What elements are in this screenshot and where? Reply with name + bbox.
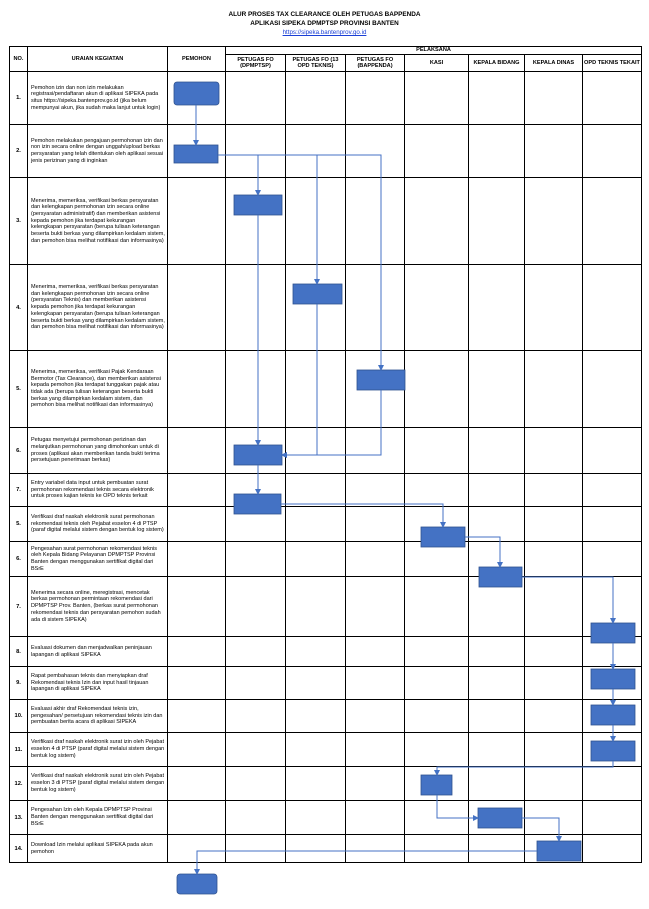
step-description: Evaluasi dokumen dan menjadwalkan peninjauan lapangan di aplikasi SIPEKA [28, 637, 168, 667]
lane-cell [405, 351, 469, 428]
lane-cell [346, 178, 405, 265]
lane-cell [405, 72, 469, 125]
lane-cell [226, 507, 286, 542]
lane-cell [286, 125, 346, 178]
lane-cell [226, 577, 286, 637]
col-header-pemohon: PEMOHON [168, 47, 226, 72]
lane-cell [405, 507, 469, 542]
lane-cell [583, 507, 642, 542]
step-description: Verifikasi draf naskah elektronik surat izin oleh Pejabat esselon 4 di PTSP (paraf digital melalui sistem dengan bentuk log sistem) [28, 733, 168, 767]
table-row [10, 428, 642, 474]
lane-cell [168, 507, 226, 542]
step-description: Verifikasi draf naskah elektronik surat izin oleh Pejabat esselon 3 di PTSP (paraf digital melalui sistem dengan bentuk log sistem) [28, 767, 168, 801]
lane-cell [168, 474, 226, 507]
lane-cell [168, 351, 226, 428]
lane-cell [583, 125, 642, 178]
lane-cell [583, 178, 642, 265]
step-number: 7. [10, 474, 28, 507]
lane-cell [226, 637, 286, 667]
step-description: Menerima, memeriksa, verifikasi berkas persyaratan dan kelengkapan permohonan izin secara online (persyaratan administratif) dan memberikan asistensi kepada pemohon jika terdapat kekurangan kelengkapan persyaratan (berupa tulisan keterangan beserta bukti berkas yang dilampirkan kedalam sistem, dan pemohon bisa melihat notifikasi dan informasinya) [28, 178, 168, 265]
lane-cell [168, 835, 226, 863]
lane-cell [469, 507, 525, 542]
lane-cell [346, 667, 405, 700]
lane-cell [583, 351, 642, 428]
lane-cell [469, 667, 525, 700]
document-title: ALUR PROSES TAX CLEARANCE OLEH PETUGAS BAPPENDA [228, 11, 421, 18]
step-number: 4. [10, 265, 28, 351]
col-header-uraian: URAIAN KEGIATAN [28, 47, 168, 72]
lane-cell [286, 801, 346, 835]
col-header-no: NO. [10, 47, 28, 72]
lane-cell [469, 265, 525, 351]
lane-cell [346, 265, 405, 351]
lane-cell [469, 767, 525, 801]
lane-cell [405, 801, 469, 835]
lane-cell [525, 577, 583, 637]
table-row [10, 577, 642, 637]
step-number: 10. [10, 700, 28, 733]
lane-cell [469, 125, 525, 178]
lane-cell [469, 835, 525, 863]
lane-cell [168, 125, 226, 178]
table-row [10, 72, 642, 125]
col-header-pelaksana: PELAKSANA [226, 47, 642, 55]
lane-cell [583, 72, 642, 125]
lane-cell [525, 265, 583, 351]
col-header-kadis: KEPALA DINAS [525, 55, 583, 72]
table-row [10, 700, 642, 733]
lane-cell [346, 700, 405, 733]
lane-cell [226, 428, 286, 474]
end-terminator-box [177, 874, 217, 894]
table-row [10, 767, 642, 801]
lane-cell [226, 351, 286, 428]
lane-cell [346, 637, 405, 667]
lane-cell [168, 801, 226, 835]
document-url-link[interactable]: https://sipeka.bantenprov.go.id [282, 29, 367, 36]
lane-cell [346, 733, 405, 767]
lane-cell [286, 474, 346, 507]
lane-cell [525, 507, 583, 542]
step-description: Pengesahan Izin oleh Kepala DPMPTSP Provinsi Banten dengan menggunakan sertifikat digital dari BSrE [28, 801, 168, 835]
lane-cell [346, 125, 405, 178]
lane-cell [168, 700, 226, 733]
lane-cell [405, 835, 469, 863]
step-number: 5. [10, 351, 28, 428]
lane-cell [286, 733, 346, 767]
table-row [10, 835, 642, 863]
lane-cell [286, 542, 346, 577]
document-subtitle: APLIKASI SIPEKA DPMPTSP PROVINSI BANTEN [250, 20, 399, 27]
lane-cell [583, 801, 642, 835]
lane-cell [405, 265, 469, 351]
table-row [10, 265, 642, 351]
lane-cell [525, 835, 583, 863]
lane-cell [469, 700, 525, 733]
step-number: 3. [10, 178, 28, 265]
step-number: 12. [10, 767, 28, 801]
lane-cell [168, 178, 226, 265]
lane-cell [469, 637, 525, 667]
lane-cell [226, 700, 286, 733]
lane-cell [583, 767, 642, 801]
lane-cell [583, 474, 642, 507]
lane-cell [346, 72, 405, 125]
lane-cell [583, 667, 642, 700]
lane-cell [168, 542, 226, 577]
lane-cell [168, 767, 226, 801]
lane-cell [346, 835, 405, 863]
lane-cell [405, 178, 469, 265]
lane-cell [405, 428, 469, 474]
lane-cell [168, 637, 226, 667]
lane-cell [405, 542, 469, 577]
step-description: Rapat pembahasan teknis dan menyiapkan draf Rekomendasi teknis Izin dan input hasil tinjauan lapangan di aplikasi SIPEKA [28, 667, 168, 700]
lane-cell [525, 667, 583, 700]
process-flow-table [9, 46, 642, 863]
table-row [10, 733, 642, 767]
lane-cell [525, 700, 583, 733]
lane-cell [346, 767, 405, 801]
lane-cell [583, 835, 642, 863]
lane-cell [168, 72, 226, 125]
lane-cell [525, 178, 583, 265]
lane-cell [405, 125, 469, 178]
lane-cell [469, 72, 525, 125]
table-row [10, 542, 642, 577]
lane-cell [168, 667, 226, 700]
lane-cell [346, 428, 405, 474]
step-number: 6. [10, 428, 28, 474]
lane-cell [583, 700, 642, 733]
lane-cell [226, 178, 286, 265]
lane-cell [405, 733, 469, 767]
lane-cell [469, 351, 525, 428]
lane-cell [226, 542, 286, 577]
lane-cell [525, 428, 583, 474]
table-row [10, 507, 642, 542]
lane-cell [286, 72, 346, 125]
step-description: Verifikasi draf naskah elektronik surat permohonan rekomendasi teknis oleh Pejabat esselon 4 di PTSP (paraf digital melalui sistem dengan bentuk log sistem) [28, 507, 168, 542]
lane-cell [286, 428, 346, 474]
lane-cell [286, 700, 346, 733]
lane-cell [168, 265, 226, 351]
lane-cell [405, 767, 469, 801]
table-row [10, 667, 642, 700]
lane-cell [226, 801, 286, 835]
lane-cell [405, 667, 469, 700]
table-row [10, 801, 642, 835]
col-header-kasi: KASI [405, 55, 469, 72]
step-description: Menerima, memeriksa, verifikasi Pajak Kendaraan Bermotor (Tax Clearance), dan memberikan asistensi kepada pemohon jika terdapat tunggakan pajak atau tidak ada (berupa tulisan keterangan beserta bukti berkas yang dilampirkan kedalam sistem, dan pemohon bisa melihat notifikasi dan informasinya) [28, 351, 168, 428]
lane-cell [286, 507, 346, 542]
lane-cell [286, 767, 346, 801]
lane-cell [226, 835, 286, 863]
lane-cell [583, 428, 642, 474]
table-row [10, 351, 642, 428]
step-description: Entry variabel data input untuk pembuatan surat permohonan rekomendasi teknis secara elektronik untuk proses kajian teknis ke OPD teknis terkait [28, 474, 168, 507]
lane-cell [583, 577, 642, 637]
lane-cell [346, 351, 405, 428]
step-description: Menerima, memeriksa, verifikasi berkas persyaratan dan kelengkapan permohonan izin secara online (persyaratan Teknis) dan memberikan asistensi kepada pemohon jika terdapat kekurangan kelengkapan persyaratan (berupa tulisan keterangan beserta bukti berkas yang dilampirkan kedalam sistem, dan pemohon bisa melihat notifikasi dan informasinya) [28, 265, 168, 351]
table-row [10, 178, 642, 265]
lane-cell [469, 733, 525, 767]
lane-cell [286, 351, 346, 428]
table-row [10, 125, 642, 178]
lane-cell [286, 265, 346, 351]
step-number: 8. [10, 637, 28, 667]
lane-cell [583, 733, 642, 767]
lane-cell [525, 767, 583, 801]
lane-cell [286, 835, 346, 863]
lane-cell [346, 507, 405, 542]
step-description: Menerima secara online, meregistrasi, mencetak berkas permohonan permintaan rekomendasi dari DPMPTSP Prov. Banten, (berkas surat permohonan rekomendasi teknis dan persyaratan pemohon sudah ada di sistem SIPEKA) [28, 577, 168, 637]
lane-cell [226, 125, 286, 178]
lane-cell [525, 72, 583, 125]
lane-cell [525, 125, 583, 178]
lane-cell [583, 265, 642, 351]
col-header-opd-teknis: OPD TEKNIS TEKAIT [583, 55, 642, 72]
lane-cell [226, 474, 286, 507]
lane-cell [525, 542, 583, 577]
step-number: 14. [10, 835, 28, 863]
lane-cell [469, 178, 525, 265]
lane-cell [226, 733, 286, 767]
lane-cell [226, 767, 286, 801]
lane-cell [405, 577, 469, 637]
step-description: Pemohon melakukan pengajuan permohonan izin dan non izin secara online dengan unggah/upload berkas persyaratan yang telah ditentukan oleh aplikasi sesuai jenis perizinan yang di inginkan [28, 125, 168, 178]
lane-cell [346, 577, 405, 637]
step-number: 13. [10, 801, 28, 835]
lane-cell [226, 72, 286, 125]
step-number: 2. [10, 125, 28, 178]
lane-cell [405, 474, 469, 507]
table-row [10, 474, 642, 507]
lane-cell [405, 637, 469, 667]
lane-cell [525, 351, 583, 428]
lane-cell [346, 801, 405, 835]
lane-cell [583, 637, 642, 667]
step-description: Petugas menyetujui permohonan perizinan dan melanjutkan permohonan yang dimohonkan untuk di proses (aplikasi akan memberikan tanda bukti terima persetujuan penerimaan berkas) [28, 428, 168, 474]
col-header-kabid: KEPALA BIDANG [469, 55, 525, 72]
step-number: 1. [10, 72, 28, 125]
step-description: Pemohon izin dan non izin melakukan registrasi/pendaftaran akun di aplikasi SIPEKA pada situs https://sipeka.bantenprov.go.id (jika belum mempunyai akun, jika sudah maka lanjut untuk login) [28, 72, 168, 125]
table-row [10, 637, 642, 667]
lane-cell [226, 265, 286, 351]
lane-cell [583, 542, 642, 577]
lane-cell [525, 637, 583, 667]
lane-cell [168, 577, 226, 637]
lane-cell [405, 700, 469, 733]
lane-cell [346, 474, 405, 507]
lane-cell [226, 667, 286, 700]
lane-cell [168, 428, 226, 474]
lane-cell [469, 801, 525, 835]
step-number: 6. [10, 542, 28, 577]
lane-cell [469, 474, 525, 507]
lane-cell [168, 733, 226, 767]
lane-cell [469, 542, 525, 577]
step-description: Evaluasi akhir draf Rekomendasi teknis izin, pengesahan/ persetujuan rekomendasi teknis izin dan pembuatan berita acara di aplikasi SIPEKA [28, 700, 168, 733]
lane-cell [346, 542, 405, 577]
col-header-fo-dpmptsp: PETUGAS FO (DPMPTSP) [226, 55, 286, 72]
step-number: 5. [10, 507, 28, 542]
lane-cell [469, 428, 525, 474]
col-header-fo-bappenda: PETUGAS FO (BAPPENDA) [346, 55, 405, 72]
step-number: 7. [10, 577, 28, 637]
step-description: Download Izin melalui aplikasi SIPEKA pada akun pemohon [28, 835, 168, 863]
step-number: 9. [10, 667, 28, 700]
col-header-fo-opd: PETUGAS FO (13 OPD TEKNIS) [286, 55, 346, 72]
lane-cell [286, 667, 346, 700]
lane-cell [286, 577, 346, 637]
lane-cell [286, 637, 346, 667]
step-number: 11. [10, 733, 28, 767]
lane-cell [525, 474, 583, 507]
process-flow-rows [10, 72, 642, 863]
step-description: Pengesahan surat permohonan rekomendasi teknis oleh Kepala Bidang Pelayanan DPMPTSP Provinsi Banten dengan menggunakan sertifikat digital dari BSrE [28, 542, 168, 577]
lane-cell [286, 178, 346, 265]
lane-cell [525, 733, 583, 767]
lane-cell [525, 801, 583, 835]
lane-cell [469, 577, 525, 637]
